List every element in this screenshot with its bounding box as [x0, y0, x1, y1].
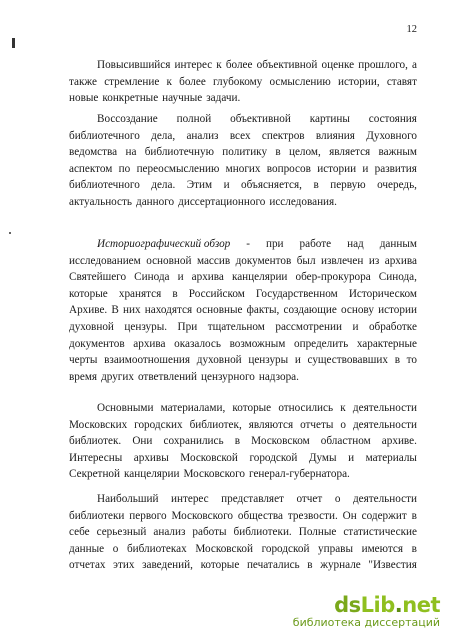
word: из	[368, 254, 380, 267]
word: осмыслению	[269, 75, 331, 88]
word: обработке	[368, 320, 417, 333]
text-line	[69, 433, 417, 450]
word: картины	[309, 113, 350, 125]
word: основу	[341, 304, 374, 317]
word: надзора.	[258, 370, 299, 383]
watermark-tagline: библиотека диссертаций	[292, 616, 440, 629]
word: в	[411, 542, 417, 555]
word: исследования.	[269, 195, 337, 208]
word: спектров	[261, 129, 305, 142]
word: научные	[162, 92, 203, 105]
text-line	[69, 557, 417, 574]
text-line	[69, 286, 417, 303]
word: Духовного	[366, 129, 417, 142]
watermark-logo: dsLib.net	[334, 593, 440, 617]
word: библиотеках	[126, 542, 187, 555]
text-line	[69, 128, 417, 145]
word: время	[69, 370, 98, 383]
word: новые	[69, 92, 99, 105]
word: истории	[317, 162, 357, 175]
word: материалы	[365, 451, 417, 464]
word: При	[177, 320, 198, 333]
word: Он	[342, 509, 357, 522]
text-line	[69, 491, 417, 508]
word: ведомства	[69, 146, 118, 159]
word: "Известия	[368, 559, 417, 572]
text-line	[69, 319, 417, 336]
word: и	[223, 179, 230, 192]
word: исследованием	[69, 254, 141, 267]
text-line	[69, 161, 417, 178]
word: первую	[330, 179, 366, 192]
text-line	[69, 90, 417, 107]
word: анализ	[153, 526, 186, 539]
word: деятельности	[352, 493, 417, 505]
text-line	[69, 369, 417, 386]
word: Московской	[180, 451, 238, 464]
word: о	[340, 418, 346, 431]
word: анализ	[186, 129, 219, 142]
word: которые	[200, 559, 240, 572]
word: был	[296, 254, 316, 267]
word: диссертационного	[178, 195, 266, 208]
word: важным	[378, 146, 417, 159]
text-line	[69, 269, 417, 286]
word: -	[246, 238, 250, 250]
word: основной	[146, 254, 192, 267]
word: являются	[248, 418, 294, 431]
word: прошлого,	[358, 59, 408, 71]
word: библиотечного	[69, 129, 140, 142]
word: Московского	[171, 509, 233, 522]
word: при	[265, 238, 284, 250]
text-line	[69, 352, 417, 369]
word: данным	[379, 238, 417, 250]
word: Московском	[251, 435, 310, 448]
word: отчетах	[69, 559, 106, 572]
word: в	[172, 287, 178, 300]
word: создающие	[283, 304, 337, 317]
word: ставят	[386, 75, 417, 88]
word: Историографический обзор	[97, 238, 231, 250]
word: других	[101, 370, 134, 383]
text-line	[69, 541, 417, 558]
word: оказалось	[174, 337, 221, 350]
word: себе	[69, 526, 90, 539]
page-number: 12	[406, 24, 417, 35]
word: массив	[196, 254, 231, 267]
word: характерные	[356, 337, 417, 350]
word: интерес	[170, 493, 209, 505]
text-line	[69, 111, 417, 128]
word: городской	[249, 451, 298, 464]
word: документов	[235, 254, 292, 267]
word: канцелярии	[231, 271, 288, 284]
word: в	[313, 179, 319, 192]
word: Они	[132, 435, 153, 448]
word: Архиве.	[69, 304, 108, 317]
word: в	[234, 435, 241, 448]
word: духовной	[196, 354, 242, 367]
word: статистические	[343, 526, 417, 539]
word: по	[118, 162, 131, 175]
word: общества	[237, 509, 283, 522]
word: относились	[278, 402, 334, 414]
word: управы	[318, 542, 353, 555]
word: обер-прокурора	[295, 271, 371, 284]
word: серьезный	[96, 526, 147, 539]
word: сохранились	[163, 435, 224, 448]
word: и	[362, 162, 369, 175]
word: заведений,	[142, 559, 193, 572]
word: истории,	[337, 75, 380, 88]
word: материалами,	[160, 402, 226, 414]
word: этих	[113, 559, 135, 572]
word: Московской	[195, 542, 253, 555]
word: отчет	[296, 493, 323, 505]
word: глубокому	[213, 75, 263, 88]
word: цензуры.	[124, 320, 168, 333]
word: библиотеки	[69, 509, 125, 522]
word: задачи.	[206, 92, 241, 105]
word: ответвлений	[137, 370, 198, 383]
word: к	[166, 75, 172, 88]
word: объективной	[256, 59, 318, 71]
word: работы	[192, 526, 227, 539]
word: данные	[69, 542, 105, 555]
word: цензуры	[248, 354, 289, 367]
word: Синода	[134, 271, 170, 284]
word: влияния	[315, 129, 355, 142]
word: Синода,	[378, 271, 417, 284]
word: многих	[225, 162, 261, 175]
word: полной	[176, 113, 212, 125]
word: Полные	[298, 526, 337, 539]
text-line	[69, 302, 417, 319]
word: в	[411, 509, 417, 522]
word: библиотечную	[144, 146, 214, 159]
word: библиотечного	[69, 179, 140, 192]
word: определить	[293, 337, 349, 350]
word: библиотеки.	[233, 526, 292, 539]
word: хранятся	[118, 287, 162, 300]
word: над	[347, 238, 364, 250]
word: архива	[384, 254, 417, 267]
word: целом,	[288, 146, 321, 159]
word: Московского	[183, 468, 246, 481]
word: работе	[299, 238, 332, 250]
word: Этим	[186, 179, 213, 192]
text-line	[69, 508, 417, 525]
word: политику	[222, 146, 268, 159]
text-line	[69, 417, 417, 434]
word: них	[123, 304, 141, 317]
word: печатались	[246, 559, 300, 572]
word: переосмыслению	[136, 162, 220, 175]
word: Историческом	[348, 287, 417, 300]
word: содержит	[361, 509, 407, 522]
text-line	[69, 253, 417, 270]
word: основные	[196, 304, 243, 317]
word: и	[177, 271, 184, 284]
text-line	[69, 236, 417, 253]
word: документов	[69, 337, 125, 350]
scan-mark	[9, 232, 11, 234]
word: которые	[69, 287, 108, 300]
paragraph	[69, 57, 417, 107]
word: Московских	[69, 418, 128, 431]
word: журнале	[320, 559, 361, 572]
word: которые	[232, 402, 272, 414]
word: библиотек.	[69, 435, 122, 448]
word: Секретной	[69, 468, 121, 481]
word: канцелярии	[124, 468, 180, 481]
word: духовной	[69, 320, 114, 333]
word: дела.	[151, 179, 176, 192]
word: дела,	[151, 129, 176, 142]
word: имеются	[361, 542, 403, 555]
word: о	[334, 493, 341, 505]
word: Святейшего	[69, 271, 127, 284]
word: на	[125, 146, 137, 159]
word: очередь,	[377, 179, 417, 192]
word: Воссоздание	[97, 113, 158, 125]
word: архива	[191, 271, 224, 284]
word: интерес	[174, 59, 213, 71]
word: городских	[134, 418, 183, 431]
word: в	[275, 146, 281, 159]
text-line	[69, 450, 417, 467]
word: представляет	[221, 493, 284, 505]
word: всех	[229, 129, 251, 142]
word: объясняется,	[241, 179, 302, 192]
word: черты	[69, 354, 98, 367]
word: трезвости.	[287, 509, 338, 522]
word: библиотек,	[189, 418, 242, 431]
word: вопросов	[266, 162, 311, 175]
word: является	[329, 146, 371, 159]
word: более	[225, 59, 253, 71]
word: актуальность	[69, 195, 133, 208]
word: Думы	[308, 451, 337, 464]
text-line	[69, 194, 417, 211]
word: о	[112, 542, 119, 555]
text-line	[69, 177, 417, 194]
word: в	[307, 559, 313, 572]
word: Интересны	[69, 451, 123, 464]
watermark	[293, 594, 440, 629]
text-line	[69, 144, 417, 161]
word: существовавших	[307, 354, 389, 367]
word: Государственном	[255, 287, 338, 300]
word: тщательном	[207, 320, 265, 333]
word: деятельности	[352, 418, 417, 431]
word: объективной	[230, 113, 291, 125]
word: цензурного	[201, 370, 255, 383]
word: развития	[374, 162, 417, 175]
word: Наибольший	[97, 493, 159, 505]
word: данного	[136, 195, 175, 208]
word: также	[69, 75, 97, 88]
word: аспектом	[69, 162, 113, 175]
word: Российском	[188, 287, 245, 300]
word: и	[294, 354, 301, 367]
word: архиве.	[381, 435, 417, 448]
paragraph	[69, 491, 417, 574]
word: и	[348, 451, 355, 464]
word: и	[352, 320, 359, 333]
word: городской	[261, 542, 310, 555]
text-line	[69, 336, 417, 353]
word: к	[216, 59, 222, 71]
text-line	[69, 400, 417, 417]
scan-mark	[12, 38, 15, 48]
word: архивы	[133, 451, 169, 464]
word: состояния	[368, 113, 417, 125]
word: отчеты	[300, 418, 334, 431]
word: извлечен	[321, 254, 364, 267]
word: возможным	[229, 337, 286, 350]
word: В	[111, 304, 119, 317]
text-line	[69, 466, 417, 483]
word: то	[406, 354, 417, 367]
word: рассмотрении	[275, 320, 342, 333]
text-line	[69, 524, 417, 541]
word: оценке	[321, 59, 355, 71]
word: к	[340, 402, 346, 414]
word: истории	[378, 304, 417, 317]
paragraph	[69, 400, 417, 483]
text-line	[69, 57, 417, 74]
word: первого	[129, 509, 167, 522]
word: находятся	[144, 304, 193, 317]
word: Основными	[97, 402, 154, 414]
word: архива	[133, 337, 166, 350]
word: а	[412, 59, 417, 71]
word: стремление	[104, 75, 160, 88]
text-line	[69, 74, 417, 91]
word: деятельности	[352, 402, 417, 414]
word: более	[179, 75, 206, 88]
word: конкретные	[102, 92, 159, 105]
word: областном	[320, 435, 371, 448]
word: в	[394, 354, 400, 367]
word: Повысившийся	[97, 59, 171, 71]
paragraph	[69, 236, 417, 385]
word: факты,	[246, 304, 280, 317]
word: генерал-губернатора.	[249, 468, 350, 481]
word: взаимоотношения	[104, 354, 191, 367]
paragraph	[69, 111, 417, 211]
